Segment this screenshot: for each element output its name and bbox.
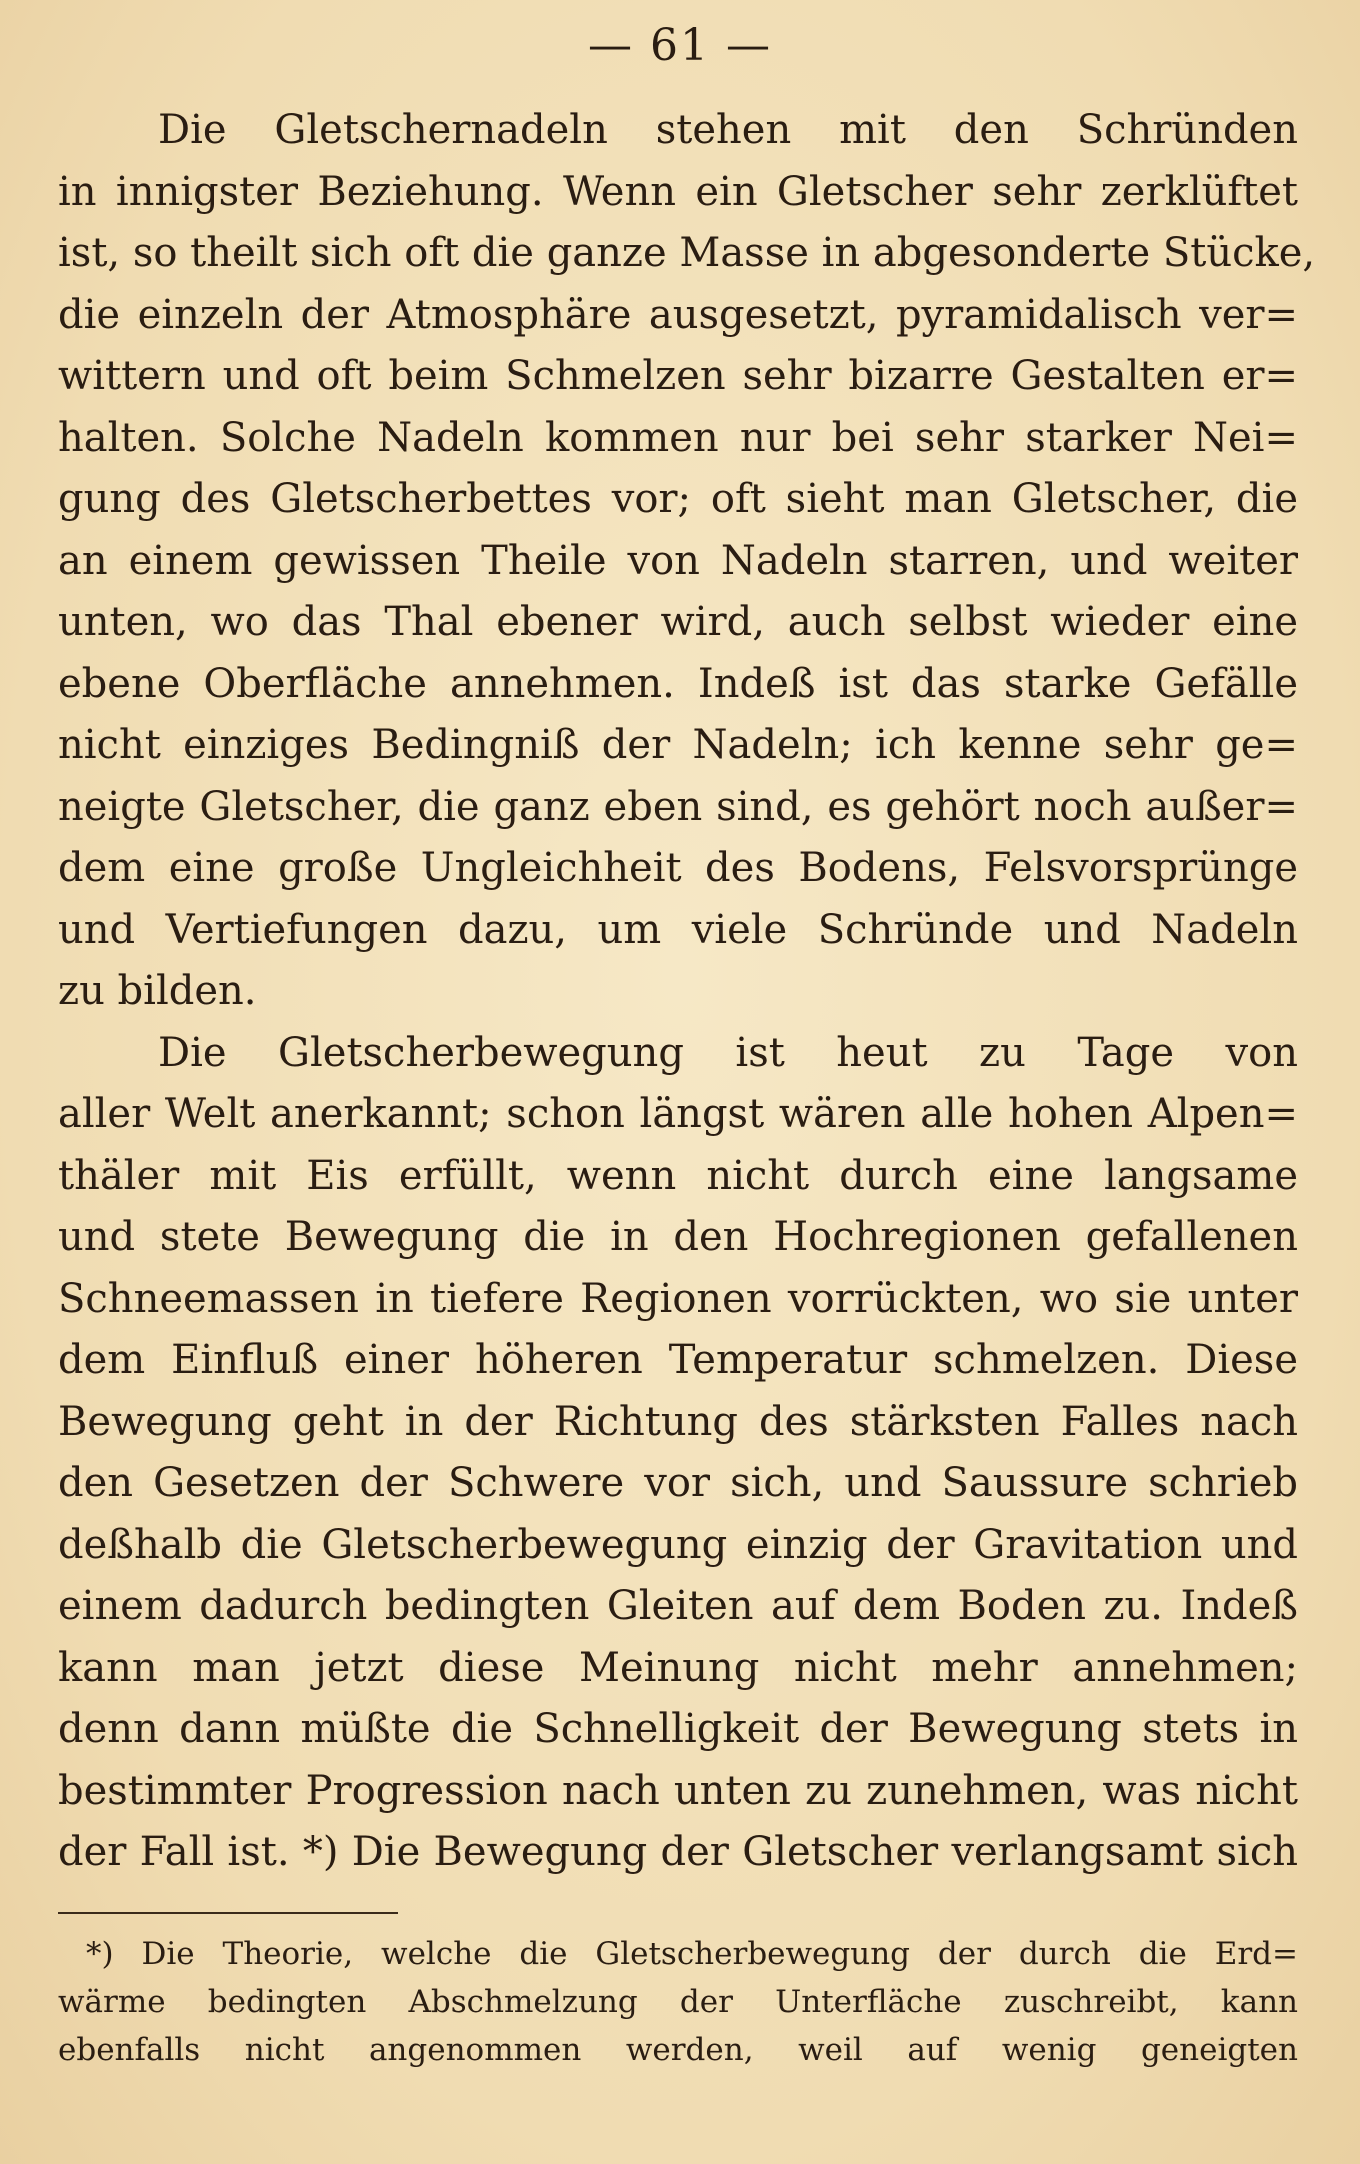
text-line: kann man jetzt diese Meinung nicht mehr annehmen; [58,1644,1298,1691]
text-line: dem eine große Ungleichheit des Bodens, Felsvorsprünge [58,845,1298,891]
text-line: an einem gewissen Theile von Nadeln starren, und weiter [58,537,1298,584]
text-line: deßhalb die Gletscherbewegung einzig der Gravitation und [58,1521,1298,1568]
text-line: einem dadurch bedingten Gleiten auf dem Boden zu. Indeß [58,1583,1298,1629]
footnote-line: wärme bedingten Abschmelzung der Unterfläche zuschreibt, kann [58,1984,1298,2020]
text-line: die einzeln der Atmosphäre ausgesetzt, pyramidalisch ver= [58,291,1298,338]
text-line: Bewegung geht in der Richtung des stärksten Falles nach [58,1398,1298,1445]
footnote-divider [58,1912,398,1914]
text-line: ist, so theilt sich oft die ganze Masse in abgesonderte Stücke, [58,230,1316,276]
text-line: Die Gletschernadeln stehen mit den Schründen [158,107,1298,153]
text-line: dem Einfluß einer höheren Temperatur schmelzen. Diese [58,1337,1298,1383]
body-text [58,100,1316,1884]
text-line: nicht einziges Bedingniß der Nadeln; ich kenne sehr ge= [58,722,1298,768]
text-line: und stete Bewegung die in den Hochregionen gefallenen [58,1214,1298,1260]
text-line: und Vertiefungen dazu, um viele Schründe und Nadeln [58,906,1298,953]
footnote-line: ebenfalls nicht angenommen werden, weil auf wenig geneigten [58,2032,1298,2068]
text-line: wittern und oft beim Schmelzen sehr bizarre Gestalten er= [58,353,1298,399]
paragraph-gletscherbewegung [58,1023,1298,1884]
text-line: ebene Oberfläche annehmen. Indeß ist das starke Gefälle [58,660,1298,707]
text-line: Die Gletscherbewegung ist heut zu Tage von [158,1029,1298,1076]
text-line: in innigster Beziehung. Wenn ein Gletscher sehr zerklüftet [58,168,1298,215]
footnote-line: *) Die Theorie, welche die Gletscherbewegung der durch die Erd= [86,1936,1298,1972]
text-line: thäler mit Eis erfüllt, wenn nicht durch eine langsame [58,1152,1298,1199]
text-line: aller Welt anerkannt; schon längst wären alle hohen Alpen= [58,1091,1298,1137]
page-number: — 61 — [588,20,772,71]
paragraph-gletschernadeln [58,100,1316,1023]
text-line: halten. Solche Nadeln kommen nur bei sehr starker Nei= [58,414,1298,461]
text-line: Schneemassen in tiefere Regionen vorrückten, wo sie unter [58,1275,1298,1322]
text-line: der Fall ist. *) Die Bewegung der Gletscher verlangsamt sich [58,1829,1298,1875]
text-line: unten, wo das Thal ebener wird, auch selbst wieder eine [58,599,1298,645]
text-line: zu bilden. [58,968,257,1014]
footnote [58,1930,1298,2074]
text-line: den Gesetzen der Schwere vor sich, und Saussure schrieb [58,1460,1298,1506]
text-line: bestimmter Progression nach unten zu zunehmen, was nicht [58,1767,1298,1814]
text-line: neigte Gletscher, die ganz eben sind, es gehört noch außer= [58,783,1298,830]
text-line: denn dann müßte die Schnelligkeit der Bewegung stets in [58,1706,1298,1752]
text-line: gung des Gletscherbettes vor; oft sieht man Gletscher, die [58,476,1298,522]
